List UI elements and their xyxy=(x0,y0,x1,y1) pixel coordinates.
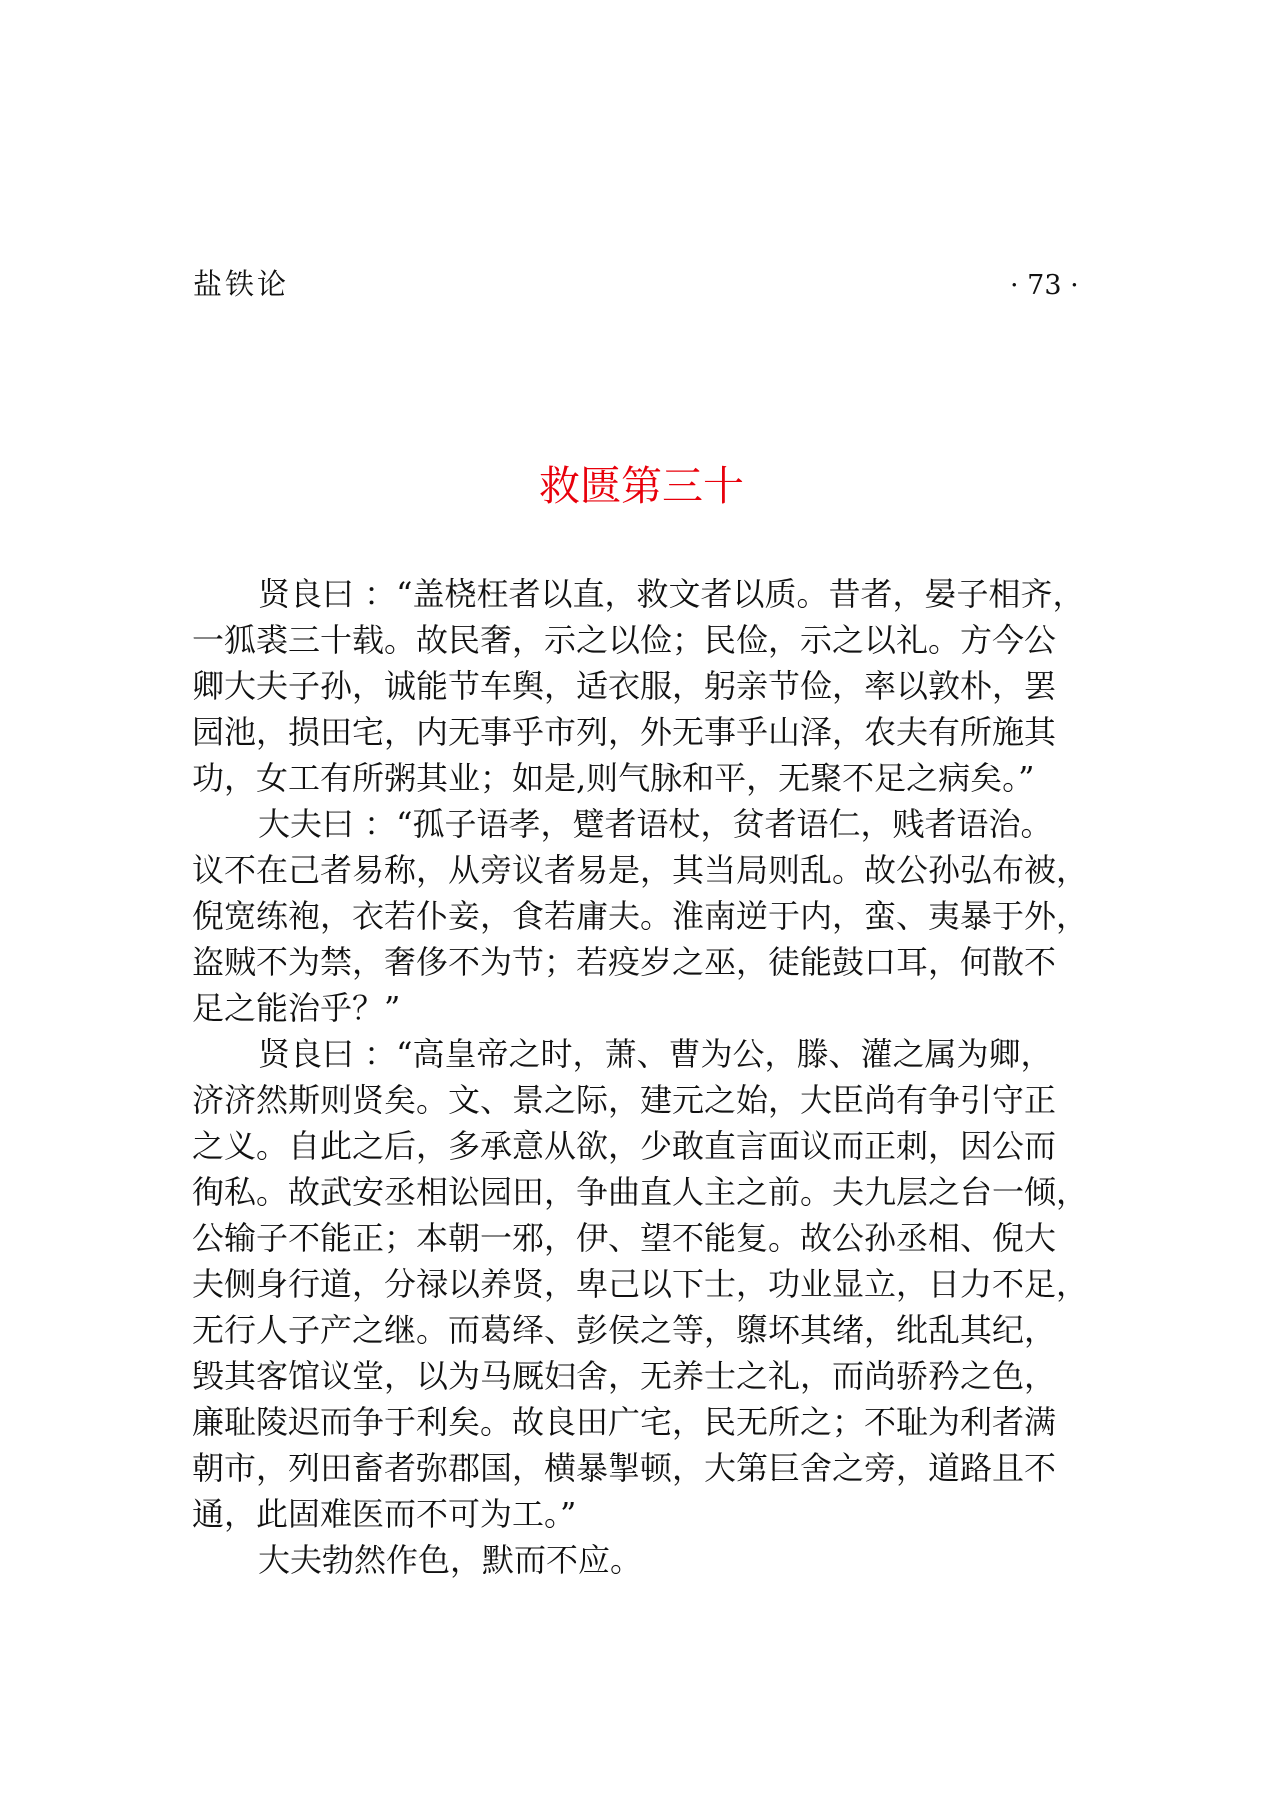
book-title: 盐铁论 xyxy=(193,267,290,301)
text-line: 大夫勃然作色，默而不应。 xyxy=(258,1541,643,1579)
text-line: 通，此固难医而不可为工。” xyxy=(192,1495,577,1533)
text-line: 议不在己者易称，从旁议者易是，其当局则乱。故公孙弘布被， xyxy=(192,851,1089,889)
page-number: · 73 · xyxy=(1010,270,1079,301)
paragraph-3 xyxy=(192,1031,1107,1537)
paragraph-2 xyxy=(192,801,1107,1031)
text-line: 功，女工有所粥其业；如是,则气脉和平，无聚不足之病矣。” xyxy=(192,759,1035,797)
text-line: 之义。自此之后，多承意从欲，少敢直言面议而正刺，因公而 xyxy=(192,1127,1057,1165)
text-line: 倪宽练袍，衣若仆妾，食若庸夫。淮南逆于内，蛮、夷暴于外， xyxy=(192,897,1089,935)
text-line: 朝市，列田畜者弥郡国，横暴掣顿，大第巨舍之旁，道路且不 xyxy=(192,1449,1057,1487)
text-line: 夫侧身行道，分禄以养贤，卑己以下士，功业显立，日力不足， xyxy=(192,1265,1089,1303)
chapter-title: 救匮第三十 xyxy=(539,462,744,510)
paragraph-1 xyxy=(192,571,1107,801)
text-line: 一狐裘三十载。故民奢，示之以俭；民俭，示之以礼。方今公 xyxy=(192,621,1057,659)
text-line: 毁其客馆议堂，以为马厩妇舍，无养士之礼，而尚骄矜之色， xyxy=(192,1357,1057,1395)
text-line: 贤良曰 ：“高皇帝之时，萧、曹为公，滕、灌之属为卿， xyxy=(258,1035,1053,1073)
text-line: 卿大夫子孙，诚能节车舆，适衣服，躬亲节俭，率以敦朴，罢 xyxy=(192,667,1057,705)
paragraph-4 xyxy=(192,1537,1107,1583)
text-line: 足之能治乎？” xyxy=(192,989,401,1027)
text-line: 徇私。故武安丞相讼园田，争曲直人主之前。夫九层之台一倾， xyxy=(192,1173,1089,1211)
text-line: 盗贼不为禁，奢侈不为节；若疫岁之巫，徒能鼓口耳，何散不 xyxy=(192,943,1057,981)
text-line: 廉耻陵迟而争于利矣。故良田广宅，民无所之；不耻为利者满 xyxy=(192,1403,1057,1441)
text-line: 园池，损田宅，内无事乎市列，外无事乎山泽，农夫有所施其 xyxy=(192,713,1057,751)
text-line: 大夫曰 ：“孤子语孝，躄者语杖，贫者语仁，贱者语治。 xyxy=(258,805,1053,843)
text-line: 公输子不能正；本朝一邪，伊、望不能复。故公孙丞相、倪大 xyxy=(192,1219,1057,1257)
text-line: 无行人子产之继。而葛绎、彭侯之等，隳坏其绪，纰乱其纪， xyxy=(192,1311,1057,1349)
text-line: 济济然斯则贤矣。文、景之际，建元之始，大臣尚有争引守正 xyxy=(192,1081,1057,1119)
text-line: 贤良曰 ：“盖桡枉者以直，救文者以质。昔者，晏子相齐， xyxy=(258,575,1085,613)
text-body xyxy=(192,571,1107,1583)
